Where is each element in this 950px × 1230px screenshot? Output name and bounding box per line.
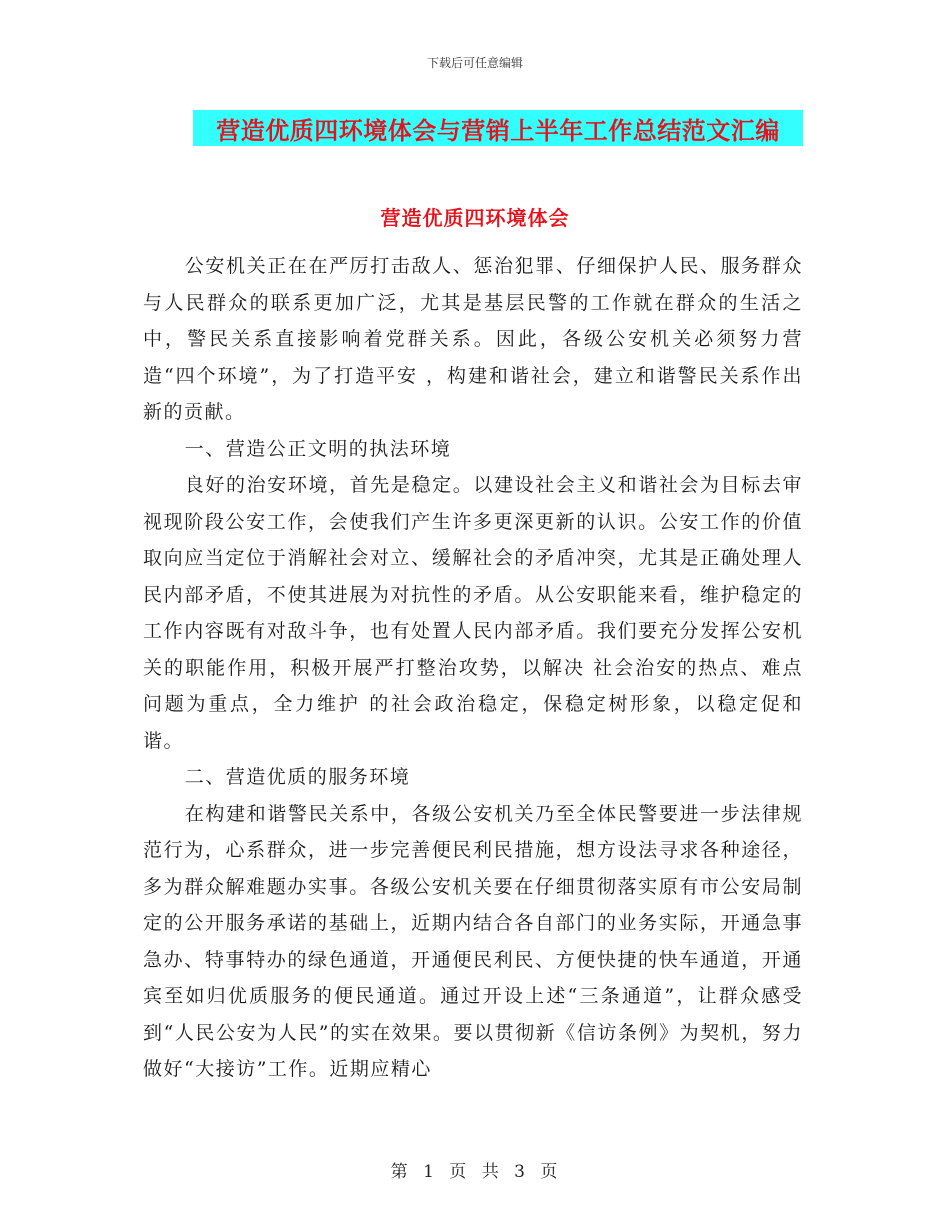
paragraph-intro: 公安机关正在在严厉打击敌人、惩治犯罪、仔细保护人民、服务群众与人民群众的联系更加广泛，尤其是基层民警的工作就在群众的生活之中，警民关系直接影响着党群关系。因此，各级公安机关必须努力营造“四个环境”，为了打造平安 ，构建和谐社会，建立和谐警民关系作出新的贡献。 bbox=[143, 255, 803, 423]
paragraph-service: 在构建和谐警民关系中，各级公安机关乃至全体民警要进一步法律规范行为，心系群众，进一步完善便民利民措施，想方设法寻求各种途径，多为群众解难题办实事。各级公安机关要在仔细贯彻落实原有市公安局制定的公开服务承诺的基础上，近期内结合各自部门的业务实际，开通急事急办、特事特办的绿色通道，开通便民利民、方便快捷的快车通道，开通宾至如归优质服务的便民通道。通过开设上述“三条通道”，让群众感受到“人民公安为人民”的实在效果。要以贯彻新《信访条例》为契机，努力做好“大接访”工作。近期应精心 bbox=[143, 802, 803, 1080]
page-number-footer: 第 1 页 共 3 页 bbox=[390, 1162, 560, 1182]
document-body bbox=[143, 248, 803, 1088]
section-title: 营造优质四环境体会 bbox=[380, 206, 570, 230]
page-header-note: 下载后可任意编辑 bbox=[426, 56, 523, 70]
document-title-highlight bbox=[193, 110, 803, 146]
document-title: 营造优质四环境体会与营销上半年工作总结范文汇编 bbox=[216, 115, 780, 145]
paragraph-heading-2: 二、营造优质的服务环境 bbox=[184, 766, 411, 788]
paragraph-heading-1: 一、营造公正文明的执法环境 bbox=[184, 437, 452, 460]
paragraph-stability: 良好的治安环境，首先是稳定。以建设社会主义和谐社会为目标去审视现阶段公安工作，会使我们产生许多更深更新的认识。公安工作的价值取向应当定位于消解社会对立、缓解社会的矛盾冲突，尤其是正确处理人民内部矛盾，不使其进展为对抗性的矛盾。从公安职能来看，维护稳定的工作内容既有对敌斗争，也有处置人民内部矛盾。我们要充分发挥公安机关的职能作用，积极开展严打整治攻势，以解决 社会治安的热点、难点问题为重点，全力维护 的社会政治稳定，保稳定树形象，以稳定促和谐。 bbox=[143, 474, 803, 752]
